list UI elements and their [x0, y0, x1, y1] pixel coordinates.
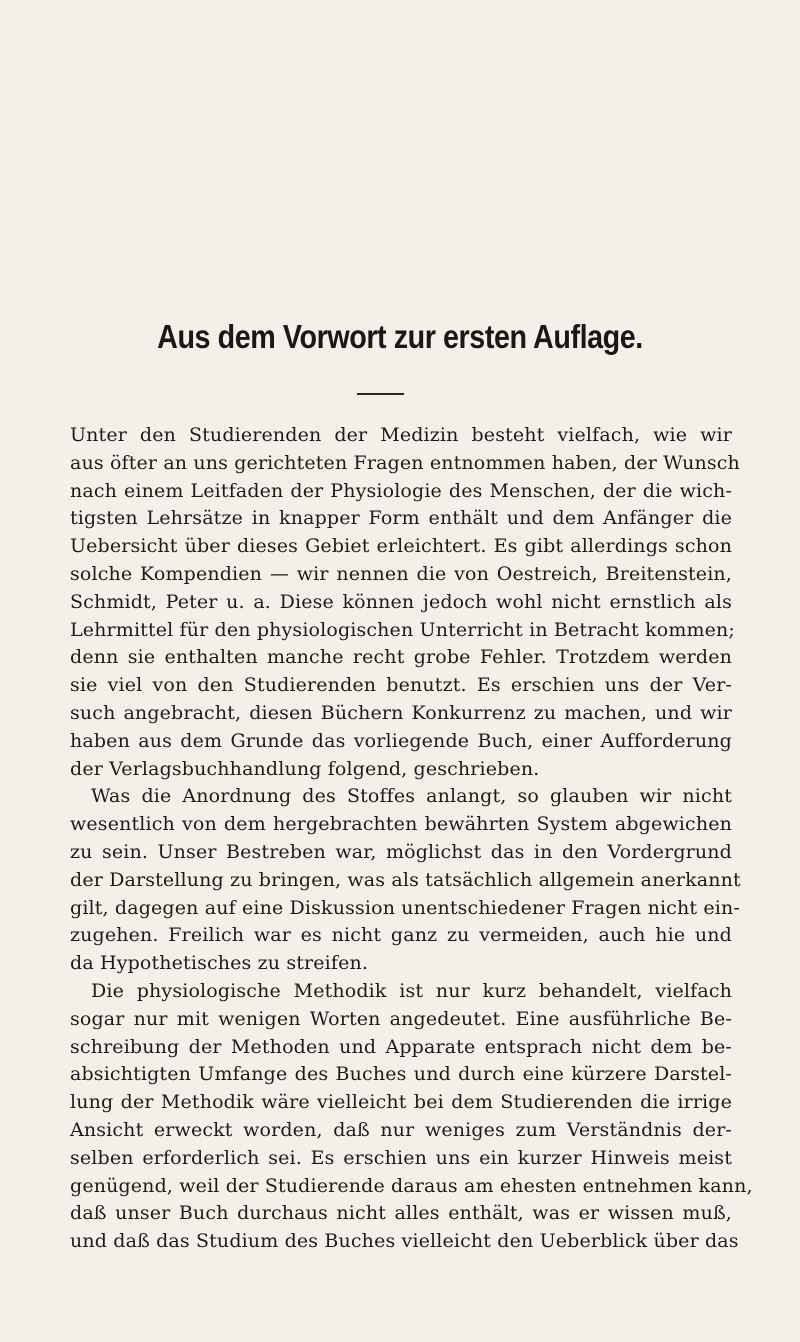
text-line: such angebracht, diesen Büchern Konkurrenz zu machen, und wir: [70, 701, 732, 724]
text-line: tigsten Lehrsätze in knapper Form enthält und dem Anfänger die: [70, 507, 732, 530]
text-line: der Verlagsbuchhandlung folgend, geschrieben.: [70, 757, 540, 780]
text-line: und daß das Studium des Buches vielleicht den Ueberblick über das: [70, 1230, 739, 1253]
text-line: sie viel von den Studierenden benutzt. Es erschien uns der Ver-: [70, 674, 732, 697]
text-line: Uebersicht über dieses Gebiet erleichtert. Es gibt allerdings schon: [70, 535, 732, 558]
text-line: zugehen. Freilich war es nicht ganz zu vermeiden, auch hie und: [70, 924, 732, 947]
text-line: selben erforderlich sei. Es erschien uns ein kurzer Hinweis meist: [70, 1146, 732, 1169]
text-line: wesentlich von dem hergebrachten bewährten System abgewichen: [70, 813, 732, 836]
text-line: lung der Methodik wäre vielleicht bei dem Studierenden die irrige: [70, 1091, 732, 1114]
text-line: schreibung der Methoden und Apparate entsprach nicht dem be-: [70, 1035, 732, 1058]
text-line: denn sie enthalten manche recht grobe Fehler. Trotzdem werden: [70, 646, 732, 669]
text-line: Die physiologische Methodik ist nur kurz behandelt, vielfach: [91, 979, 732, 1002]
text-line: sogar nur mit wenigen Worten angedeutet. Eine ausführliche Be-: [70, 1007, 732, 1030]
text-line: haben aus dem Grunde das vorliegende Buch, einer Aufforderung: [70, 729, 732, 752]
text-line: Was die Anordnung des Stoffes anlangt, so glauben wir nicht: [91, 785, 732, 808]
page-title: Aus dem Vorwort zur ersten Auflage.: [157, 318, 643, 355]
preface-text: [70, 422, 753, 1256]
title-divider: [357, 393, 404, 395]
text-line: Ansicht erweckt worden, daß nur weniges zum Verständnis der-: [70, 1118, 732, 1141]
text-line: Schmidt, Peter u. a. Diese können jedoch wohl nicht ernstlich als: [70, 590, 732, 613]
text-line: der Darstellung zu bringen, was als tatsächlich allgemein anerkannt: [70, 868, 741, 891]
text-line: Lehrmittel für den physiologischen Unterricht in Betracht kommen;: [70, 618, 735, 641]
text-line: genügend, weil der Studierende daraus am ehesten entnehmen kann,: [70, 1174, 753, 1197]
text-line: nach einem Leitfaden der Physiologie des Menschen, der die wich-: [70, 479, 732, 502]
text-line: Unter den Studierenden der Medizin besteht vielfach, wie wir: [70, 424, 732, 446]
text-line: da Hypothetisches zu streifen.: [70, 952, 369, 975]
text-line: solche Kompendien — wir nennen die von Oestreich, Breitenstein,: [70, 562, 732, 585]
text-line: zu sein. Unser Bestreben war, möglichst das in den Vordergrund: [70, 840, 732, 863]
text-line: aus öfter an uns gerichteten Fragen entnommen haben, der Wunsch: [70, 451, 740, 474]
text-line: daß unser Buch durchaus nicht alles enthält, was er wissen muß,: [70, 1202, 732, 1225]
text-line: absichtigten Umfange des Buches und durch eine kürzere Darstel-: [70, 1063, 732, 1086]
text-line: gilt, dagegen auf eine Diskussion unentschiedener Fragen nicht ein-: [70, 896, 740, 919]
